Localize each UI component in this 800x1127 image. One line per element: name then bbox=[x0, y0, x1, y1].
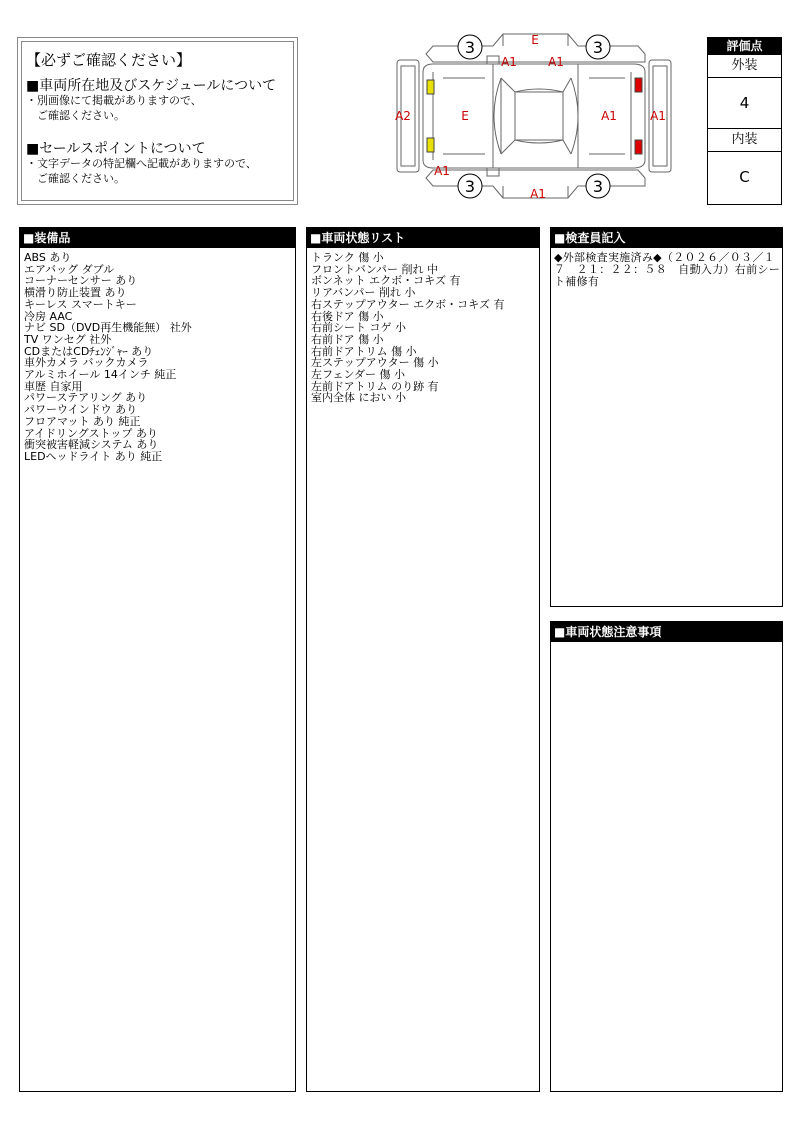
condition-item: 左ステップアウター 傷 小 bbox=[311, 356, 439, 370]
equipment-item: ナビ SD（DVD再生機能無） 社外 bbox=[24, 321, 192, 335]
equipment-item: 冷房 AAC bbox=[24, 309, 73, 323]
wheel-grade-mark bbox=[458, 35, 482, 59]
equipment-panel bbox=[19, 227, 296, 1092]
equipment-item: LEDヘッドライト あり 純正 bbox=[24, 449, 163, 463]
notice-inner-border bbox=[21, 41, 294, 201]
condition-item: 右前ドア 傷 小 bbox=[311, 332, 384, 346]
equipment-item: 衝突被害軽減システム あり bbox=[24, 438, 159, 452]
equipment-list bbox=[20, 248, 295, 463]
svg-text:3: 3 bbox=[592, 177, 604, 196]
interior-value: C bbox=[739, 168, 750, 186]
condition-item: リアバンパー 削れ 小 bbox=[311, 286, 416, 300]
equipment-item: パワーウインドウ あり bbox=[24, 403, 138, 417]
equipment-item: パワーステアリング あり bbox=[24, 391, 148, 405]
front-light-top bbox=[427, 80, 434, 94]
svg-text:3: 3 bbox=[464, 38, 476, 57]
rear-light-top bbox=[635, 78, 642, 92]
equipment-item: TV ワンセグ 社外 bbox=[24, 332, 112, 346]
inspector-text: ◆外部検査実施済み◆（２０２６／０３／１７ ２１：２２：５８ 自動入力）右前シート補修有 bbox=[554, 251, 780, 288]
notice-title: 【必ずご確認ください】 bbox=[26, 51, 192, 69]
damage-label: A1 bbox=[501, 55, 517, 69]
damage-label: E bbox=[531, 33, 539, 47]
damage-label: A1 bbox=[548, 55, 564, 69]
location-schedule-text: ・別画像にて掲載がありますので、 ご確認ください。 bbox=[26, 94, 202, 122]
equipment-item: 横滑り防止装置 あり bbox=[24, 286, 127, 300]
notice-box bbox=[17, 37, 298, 205]
notes-header: ■車両状態注意事項 bbox=[551, 622, 782, 642]
sales-point-heading: ■セールスポイントについて bbox=[26, 141, 206, 157]
equipment-item: アイドリングストップ あり bbox=[24, 426, 158, 440]
condition-item: 室内全体 におい 小 bbox=[311, 391, 406, 405]
condition-item: 左フェンダー 傷 小 bbox=[311, 368, 406, 382]
grade-header: 評価点 bbox=[708, 38, 781, 55]
equipment-item: 車歴 自家用 bbox=[24, 379, 83, 393]
equipment-item: CDまたはCDﾁｪﾝｼﾞｬｰ あり bbox=[24, 344, 154, 358]
sales-point-text: ・文字データの特記欄へ記載がありますので、 ご確認ください。 bbox=[26, 157, 257, 185]
exterior-value: 4 bbox=[739, 94, 750, 112]
damage-label: A1 bbox=[434, 164, 450, 178]
svg-text:3: 3 bbox=[592, 38, 604, 57]
wheel-grade-mark bbox=[458, 174, 482, 198]
equipment-item: フロアマット あり 純正 bbox=[24, 414, 141, 428]
interior-label: 内装 bbox=[708, 128, 781, 152]
condition-item: トランク 傷 小 bbox=[311, 251, 384, 264]
equipment-item: コーナーセンサー あり bbox=[24, 274, 138, 288]
condition-item: 右前シート コゲ 小 bbox=[311, 321, 406, 335]
equipment-item: 車外カメラ バックカメラ bbox=[24, 356, 149, 370]
damage-label: A2 bbox=[395, 109, 411, 123]
front-light-bottom bbox=[427, 138, 434, 152]
condition-header: ■車両状態リスト bbox=[307, 228, 539, 248]
inspector-header: ■検査員記入 bbox=[551, 228, 782, 248]
damage-label: A1 bbox=[601, 109, 617, 123]
grade-box bbox=[707, 37, 782, 205]
damage-label: A1 bbox=[650, 109, 666, 123]
condition-item: 右後ドア 傷 小 bbox=[311, 309, 384, 323]
condition-item: 右前ドアトリム 傷 小 bbox=[311, 344, 417, 358]
condition-item: フロントバンパー 削れ 中 bbox=[311, 262, 439, 276]
equipment-item: ABS あり bbox=[24, 251, 72, 264]
condition-item: 左前ドアトリム のり跡 有 bbox=[311, 379, 439, 393]
wheel-grade-mark bbox=[586, 174, 610, 198]
equipment-item: キーレス スマートキー bbox=[24, 297, 137, 311]
equipment-item: エアバッグ ダブル bbox=[24, 262, 115, 276]
car-damage-diagram bbox=[393, 28, 675, 204]
location-schedule-heading: ■車両所在地及びスケジュールについて bbox=[26, 78, 277, 94]
equipment-item: アルミホイール 14インチ 純正 bbox=[24, 368, 177, 382]
damage-label: A1 bbox=[530, 187, 546, 201]
rear-light-bottom bbox=[635, 140, 642, 154]
svg-text:3: 3 bbox=[464, 177, 476, 196]
equipment-header: ■装備品 bbox=[20, 228, 295, 248]
condition-list bbox=[307, 248, 539, 404]
wheel-grade-mark bbox=[586, 35, 610, 59]
condition-item: 右ステップアウター エクボ・コキズ 有 bbox=[311, 297, 505, 311]
inspector-panel bbox=[550, 227, 783, 607]
condition-panel bbox=[306, 227, 540, 1092]
damage-label: E bbox=[461, 109, 469, 123]
exterior-label: 外装 bbox=[708, 55, 781, 78]
notes-panel bbox=[550, 621, 783, 1092]
condition-item: ボンネット エクボ・コキズ 有 bbox=[311, 274, 461, 288]
